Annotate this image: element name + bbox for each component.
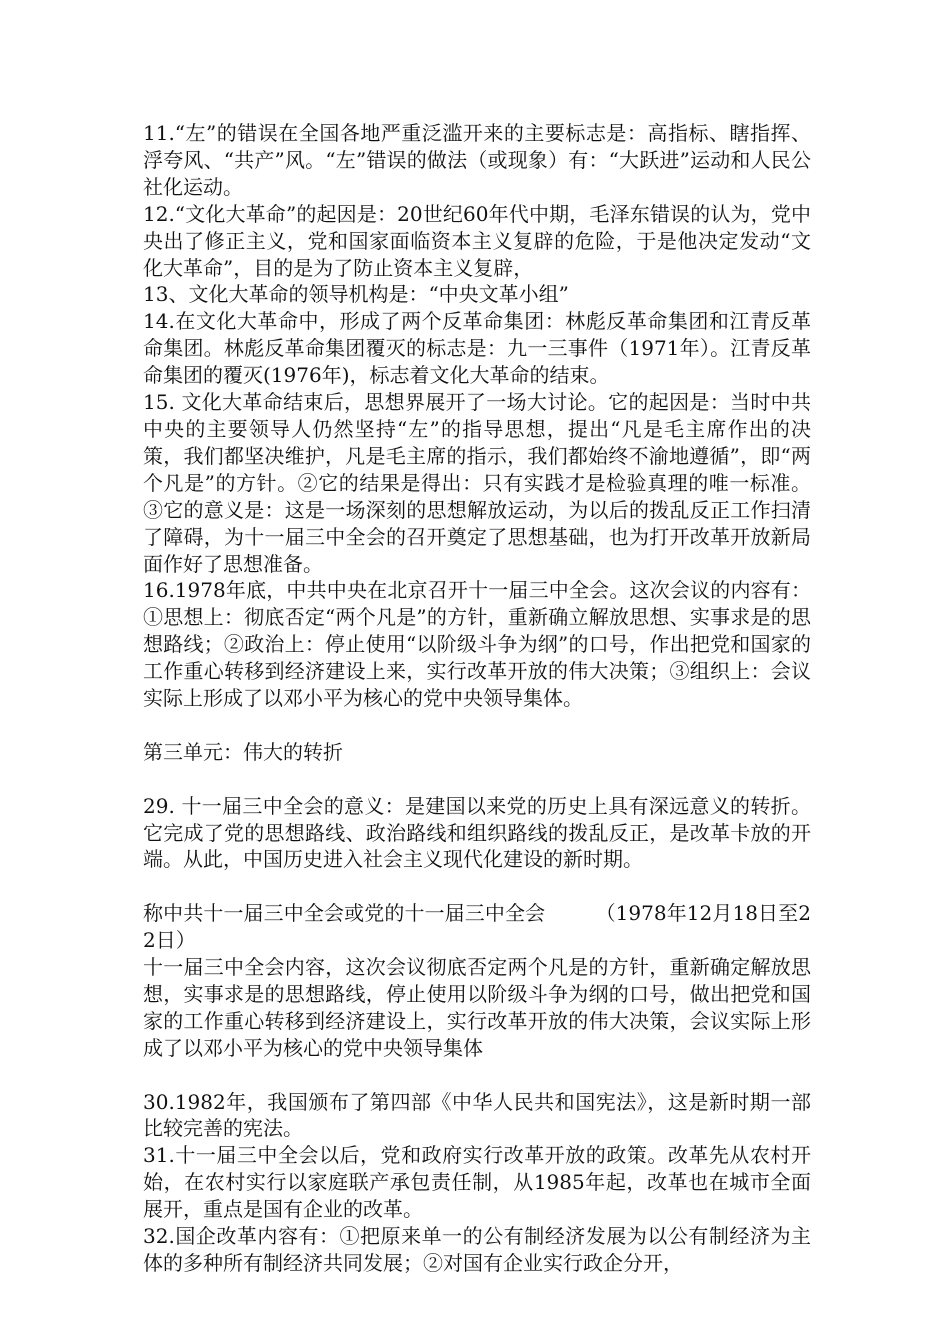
paragraph-29: 29. 十一届三中全会的意义：是建国以来党的历史上具有深远意义的转折。它完成了党的思想路线、政治路线和组织路线的拨乱反正，是改革卡放的开端。从此，中国历史进入社会主义现代化建设的新时期。 bbox=[143, 793, 811, 872]
blank-line bbox=[143, 712, 811, 739]
paragraph-plenum-name: 称中共十一届三中全会或党的十一届三中全会 （1978年12月18日至22日） bbox=[143, 901, 811, 953]
paragraph-11: 11.“左”的错误在全国各地严重泛滥开来的主要标志是：高指标、瞎指挥、浮夸风、“共产”风。“左”错误的做法（或现象）有：“大跃进”运动和人民公社化运动。 bbox=[143, 121, 811, 199]
section-title: 第三单元：伟大的转折 bbox=[143, 739, 343, 764]
paragraph-31: 31.十一届三中全会以后，党和政府实行改革开放的政策。改革先从农村开始，在农村实行以家庭联产承包责任制，从1985年起，改革也在城市全面展开，重点是国有企业的改革。 bbox=[143, 1143, 811, 1222]
paragraph-plenum-content: 十一届三中全会内容，这次会议彻底否定两个凡是的方针，重新确定解放思想，实事求是的思想路线，停止使用以阶级斗争为纲的口号，做出把党和国家的工作重心转移到经济建设上，实行改革开放的伟大决策，会议实际上形成了以邓小平为核心的党中央领导集体 bbox=[143, 955, 811, 1060]
document-page bbox=[143, 120, 811, 1277]
paragraph-16: 16.1978年底，中共中央在北京召开十一届三中全会。这次会议的内容有：①思想上：彻底否定“两个凡是”的方针，重新确立解放思想、实事求是的思想路线；②政治上：停止使用“以阶级斗争为纲”的口号，作出把党和国家的工作重心转移到经济建设上来，实行改革开放的伟大决策；③组织上：会议实际上形成了以邓小平为核心的党中央领导集体。 bbox=[143, 578, 811, 711]
blank-line bbox=[143, 1062, 811, 1089]
paragraph-14: 14.在文化大革命中，形成了两个反革命集团：林彪反革命集团和江青反革命集团。林彪反革命集团覆灭的标志是：九一三事件（1971年）。江青反革命集团的覆灭(1976年)，标志着文化大革命的结束。 bbox=[143, 309, 811, 388]
paragraph-32: 32.国企改革内容有：①把原来单一的公有制经济发展为以公有制经济为主体的多种所有制经济共同发展；②对国有企业实行政企分开， bbox=[143, 1224, 811, 1275]
paragraph-12: 12.“文化大革命”的起因是：20世纪60年代中期，毛泽东错误的认为，党中央出了修正主义，党和国家面临资本主义复辟的危险，于是他决定发动“文化大革命”，目的是为了防止资本主义复辟， bbox=[143, 201, 811, 280]
paragraph-15: 15. 文化大革命结束后，思想界展开了一场大讨论。它的起因是：当时中共中央的主要领导人仍然坚持“左”的指导思想，提出“凡是毛主席作出的决策，我们都坚决维护，凡是毛主席的指示，我们都始终不渝地遵循”，即“两个凡是”的方针。②它的结果是得出：只有实践才是检验真理的唯一标准。③它的意义是：这是一场深刻的思想解放运动，为以后的拨乱反正工作扫清了障碍，为十一届三中全会的召开奠定了思想基础，也为打开改革开放新局面作好了思想准备。 bbox=[143, 390, 811, 576]
paragraph-13: 13、文化大革命的领导机构是：“中央文革小组” bbox=[143, 282, 569, 307]
paragraph-30: 30.1982年，我国颁布了第四部《中华人民共和国宪法》，这是新时期一部比较完善的宪法。 bbox=[143, 1089, 811, 1141]
blank-line bbox=[143, 766, 811, 793]
blank-line bbox=[143, 873, 811, 900]
